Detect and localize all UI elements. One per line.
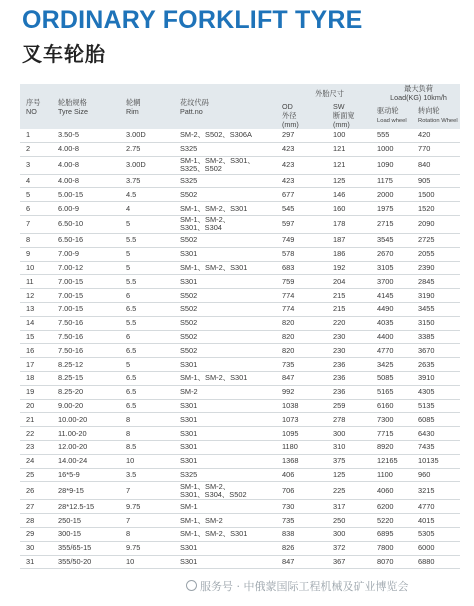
cell-pattern: S325 (180, 174, 282, 188)
cell-od: 683 (282, 261, 333, 275)
cell-no: 15 (20, 330, 58, 344)
cell-od: 992 (282, 385, 333, 399)
cell-rotation-wheel: 3150 (418, 316, 460, 330)
cell-tyre-size: 28*9-15 (58, 482, 126, 500)
header-rotation-wheel: 转向轮 Rotation Wheel (418, 102, 460, 129)
cell-od: 820 (282, 330, 333, 344)
cell-sw: 220 (333, 316, 377, 330)
cell-tyre-size: 7.50-16 (58, 316, 126, 330)
cell-load-wheel: 4060 (377, 482, 418, 500)
table-row (20, 174, 460, 188)
cell-rim: 7 (126, 514, 180, 528)
cell-rim: 6 (126, 330, 180, 344)
cell-od: 820 (282, 316, 333, 330)
cell-pattern: SM-1、SM-2、S301 (180, 527, 282, 541)
cell-rotation-wheel: 4015 (418, 514, 460, 528)
cell-load-wheel: 7800 (377, 541, 418, 555)
cell-rotation-wheel: 1500 (418, 188, 460, 202)
cell-pattern: S301 (180, 541, 282, 555)
cell-sw: 215 (333, 302, 377, 316)
cell-rotation-wheel: 840 (418, 156, 460, 174)
cell-no: 17 (20, 358, 58, 372)
cell-pattern: S502 (180, 330, 282, 344)
cell-od: 730 (282, 500, 333, 514)
cell-pattern: S301 (180, 413, 282, 427)
cell-no: 31 (20, 555, 58, 569)
cell-od: 838 (282, 527, 333, 541)
cell-rotation-wheel: 6880 (418, 555, 460, 569)
table-row (20, 188, 460, 202)
table-row (20, 129, 460, 142)
cell-sw: 236 (333, 371, 377, 385)
cell-rim: 10 (126, 454, 180, 468)
cell-no: 23 (20, 440, 58, 454)
cell-pattern: SM-1、SM-2、S301 (180, 371, 282, 385)
cell-tyre-size: 250-15 (58, 514, 126, 528)
cell-tyre-size: 4.00-8 (58, 174, 126, 188)
header-sw-cn: 断面宽 (mm) (333, 111, 377, 129)
cell-sw: 259 (333, 399, 377, 413)
cell-od: 1038 (282, 399, 333, 413)
cell-pattern: S502 (180, 188, 282, 202)
cell-sw: 278 (333, 413, 377, 427)
cell-tyre-size: 11.00-20 (58, 427, 126, 441)
cell-no: 13 (20, 302, 58, 316)
cell-no: 10 (20, 261, 58, 275)
table-row (20, 555, 460, 569)
cell-pattern: S301 (180, 454, 282, 468)
cell-pattern: S301 (180, 427, 282, 441)
cell-rim: 5 (126, 247, 180, 261)
cell-load-wheel: 1975 (377, 202, 418, 216)
cell-sw: 215 (333, 289, 377, 303)
cell-rim: 5 (126, 215, 180, 233)
cell-no: 11 (20, 275, 58, 289)
table-row (20, 344, 460, 358)
table-row (20, 454, 460, 468)
cell-rim: 5 (126, 358, 180, 372)
cell-rotation-wheel: 2725 (418, 233, 460, 247)
cell-rim: 8 (126, 413, 180, 427)
cell-rim: 3.00D (126, 156, 180, 174)
cell-rotation-wheel: 3385 (418, 330, 460, 344)
cell-pattern: S502 (180, 233, 282, 247)
cell-load-wheel: 6895 (377, 527, 418, 541)
cell-sw: 204 (333, 275, 377, 289)
cell-load-wheel: 12165 (377, 454, 418, 468)
cell-no: 21 (20, 413, 58, 427)
cell-od: 423 (282, 174, 333, 188)
cell-load-wheel: 2715 (377, 215, 418, 233)
cell-od: 774 (282, 302, 333, 316)
cell-tyre-size: 6.00-9 (58, 202, 126, 216)
cell-tyre-size: 4.00-8 (58, 142, 126, 156)
cell-pattern: S502 (180, 316, 282, 330)
cell-no: 19 (20, 385, 58, 399)
cell-tyre-size: 4.00-8 (58, 156, 126, 174)
cell-pattern: SM-1、SM-2、S301、 S325、S502 (180, 156, 282, 174)
cell-od: 423 (282, 142, 333, 156)
cell-tyre-size: 8.25-15 (58, 371, 126, 385)
table-row (20, 358, 460, 372)
table-row (20, 302, 460, 316)
cell-load-wheel: 3545 (377, 233, 418, 247)
cell-pattern: S301 (180, 275, 282, 289)
cell-pattern: SM-2 (180, 385, 282, 399)
cell-rim: 6.5 (126, 344, 180, 358)
cell-no: 4 (20, 174, 58, 188)
cell-load-wheel: 555 (377, 129, 418, 142)
cell-no: 2 (20, 142, 58, 156)
cell-rim: 8.5 (126, 440, 180, 454)
cell-tyre-size: 355/50-20 (58, 555, 126, 569)
cell-sw: 300 (333, 427, 377, 441)
cell-od: 297 (282, 129, 333, 142)
cell-sw: 187 (333, 233, 377, 247)
cell-load-wheel: 2000 (377, 188, 418, 202)
table-row (20, 330, 460, 344)
cell-rotation-wheel: 2055 (418, 247, 460, 261)
cell-tyre-size: 6.50-10 (58, 215, 126, 233)
cell-od: 545 (282, 202, 333, 216)
cell-pattern: S502 (180, 289, 282, 303)
cell-pattern: SM-1、SM-2、S301 (180, 261, 282, 275)
cell-tyre-size: 7.00-12 (58, 261, 126, 275)
cell-no: 24 (20, 454, 58, 468)
cell-no: 12 (20, 289, 58, 303)
cell-rotation-wheel: 3910 (418, 371, 460, 385)
cell-tyre-size: 6.50-16 (58, 233, 126, 247)
cell-rim: 4.5 (126, 188, 180, 202)
cell-od: 597 (282, 215, 333, 233)
cell-rotation-wheel: 6085 (418, 413, 460, 427)
cell-rim: 5.5 (126, 275, 180, 289)
cell-rotation-wheel: 2390 (418, 261, 460, 275)
cell-sw: 192 (333, 261, 377, 275)
cell-tyre-size: 12.00-20 (58, 440, 126, 454)
cell-load-wheel: 6200 (377, 500, 418, 514)
cell-rim: 8 (126, 527, 180, 541)
cell-od: 774 (282, 289, 333, 303)
cell-pattern: S301 (180, 247, 282, 261)
cell-load-wheel: 6160 (377, 399, 418, 413)
cell-rim: 3.75 (126, 174, 180, 188)
cell-load-wheel: 1100 (377, 468, 418, 482)
cell-rotation-wheel: 2635 (418, 358, 460, 372)
cell-load-wheel: 8070 (377, 555, 418, 569)
cell-sw: 230 (333, 344, 377, 358)
table-row (20, 413, 460, 427)
table-row (20, 202, 460, 216)
cell-no: 16 (20, 344, 58, 358)
cell-tyre-size: 3.50-5 (58, 129, 126, 142)
header-load-wheel: 驱动轮 Load wheel (377, 102, 418, 129)
cell-no: 27 (20, 500, 58, 514)
cell-load-wheel: 1000 (377, 142, 418, 156)
cell-od: 759 (282, 275, 333, 289)
table-row (20, 289, 460, 303)
table-row (20, 142, 460, 156)
cell-sw: 236 (333, 358, 377, 372)
cell-load-wheel: 2670 (377, 247, 418, 261)
cell-sw: 236 (333, 385, 377, 399)
cell-tyre-size: 14.00-24 (58, 454, 126, 468)
cell-od: 826 (282, 541, 333, 555)
cell-no: 7 (20, 215, 58, 233)
cell-rotation-wheel: 3670 (418, 344, 460, 358)
cell-pattern: S301 (180, 440, 282, 454)
header-sw-en: SW (333, 102, 377, 111)
cell-pattern: S502 (180, 344, 282, 358)
cell-rim: 2.75 (126, 142, 180, 156)
cell-sw: 125 (333, 174, 377, 188)
cell-sw: 250 (333, 514, 377, 528)
cell-no: 14 (20, 316, 58, 330)
table-row (20, 215, 460, 233)
cell-load-wheel: 4035 (377, 316, 418, 330)
cell-rotation-wheel: 10135 (418, 454, 460, 468)
cell-od: 749 (282, 233, 333, 247)
cell-tyre-size: 355/65-15 (58, 541, 126, 555)
table-row (20, 233, 460, 247)
cell-no: 28 (20, 514, 58, 528)
table-body (20, 129, 460, 569)
cell-sw: 186 (333, 247, 377, 261)
cell-rim: 6.5 (126, 399, 180, 413)
cell-tyre-size: 7.00-15 (58, 302, 126, 316)
table-row (20, 399, 460, 413)
cell-rim: 3.00D (126, 129, 180, 142)
cell-sw: 121 (333, 156, 377, 174)
cell-rotation-wheel: 3190 (418, 289, 460, 303)
table-row (20, 468, 460, 482)
cell-tyre-size: 7.00-9 (58, 247, 126, 261)
cell-rim: 10 (126, 555, 180, 569)
cell-od: 1368 (282, 454, 333, 468)
cell-sw: 125 (333, 468, 377, 482)
cell-rotation-wheel: 2845 (418, 275, 460, 289)
table-row (20, 514, 460, 528)
cell-sw: 310 (333, 440, 377, 454)
cell-load-wheel: 4770 (377, 344, 418, 358)
cell-tyre-size: 10.00-20 (58, 413, 126, 427)
page-title-en: ORDINARY FORKLIFT TYRE (22, 6, 363, 34)
header-load-group: 最大负荷 Load(KG) 10km/h (377, 84, 460, 102)
header-od-cn: 外径 (mm) (282, 111, 333, 129)
cell-rotation-wheel: 1520 (418, 202, 460, 216)
cell-pattern: SM-1、SM-2、S301 (180, 202, 282, 216)
cell-pattern: SM-1、SM-2、 S301、S304 (180, 215, 282, 233)
table-row (20, 440, 460, 454)
cell-rotation-wheel: 7435 (418, 440, 460, 454)
cell-rim: 6.5 (126, 302, 180, 316)
cell-od: 578 (282, 247, 333, 261)
cell-rim: 9.75 (126, 541, 180, 555)
cell-od: 406 (282, 468, 333, 482)
cell-load-wheel: 4490 (377, 302, 418, 316)
cell-load-wheel: 1175 (377, 174, 418, 188)
cell-rotation-wheel: 4770 (418, 500, 460, 514)
cell-pattern: S301 (180, 358, 282, 372)
table-row (20, 275, 460, 289)
cell-tyre-size: 7.50-16 (58, 344, 126, 358)
table-row (20, 371, 460, 385)
cell-no: 18 (20, 371, 58, 385)
cell-od: 423 (282, 156, 333, 174)
tyre-table (20, 84, 460, 569)
table-row (20, 527, 460, 541)
table-row (20, 482, 460, 500)
cell-sw: 372 (333, 541, 377, 555)
cell-od: 706 (282, 482, 333, 500)
table-row (20, 500, 460, 514)
header-od-en: OD (282, 102, 333, 111)
cell-no: 26 (20, 482, 58, 500)
cell-pattern: S325 (180, 468, 282, 482)
cell-no: 30 (20, 541, 58, 555)
cell-rotation-wheel: 4305 (418, 385, 460, 399)
cell-load-wheel: 7300 (377, 413, 418, 427)
cell-sw: 230 (333, 330, 377, 344)
cell-rim: 6.5 (126, 385, 180, 399)
cell-od: 1180 (282, 440, 333, 454)
cell-no: 1 (20, 129, 58, 142)
cell-tyre-size: 8.25-20 (58, 385, 126, 399)
table-row (20, 156, 460, 174)
cell-rim: 6 (126, 289, 180, 303)
cell-rotation-wheel: 3455 (418, 302, 460, 316)
cell-od: 735 (282, 358, 333, 372)
cell-tyre-size: 300-15 (58, 527, 126, 541)
cell-no: 3 (20, 156, 58, 174)
cell-pattern: S502 (180, 302, 282, 316)
table-row (20, 316, 460, 330)
cell-tyre-size: 28*12.5-15 (58, 500, 126, 514)
header-dimension-group: 外胎尺寸 (282, 84, 377, 102)
cell-rim: 5.5 (126, 233, 180, 247)
cell-load-wheel: 5165 (377, 385, 418, 399)
header-no: 序号 NO (20, 84, 58, 129)
cell-rotation-wheel: 2090 (418, 215, 460, 233)
cell-pattern: S301 (180, 399, 282, 413)
cell-rotation-wheel: 5305 (418, 527, 460, 541)
table-row (20, 385, 460, 399)
cell-sw: 146 (333, 188, 377, 202)
cell-load-wheel: 3425 (377, 358, 418, 372)
cell-rotation-wheel: 5135 (418, 399, 460, 413)
cell-no: 22 (20, 427, 58, 441)
cell-load-wheel: 8920 (377, 440, 418, 454)
cell-pattern: SM-1、SM-2、 S301、S304、S502 (180, 482, 282, 500)
cell-rim: 9.75 (126, 500, 180, 514)
cell-no: 8 (20, 233, 58, 247)
watermark-text: 服务号 · 中俄蒙国际工程机械及矿业博览会 (200, 580, 409, 593)
cell-sw: 100 (333, 129, 377, 142)
cell-pattern: S325 (180, 142, 282, 156)
cell-tyre-size: 7.50-16 (58, 330, 126, 344)
table-row (20, 541, 460, 555)
cell-tyre-size: 5.00-15 (58, 188, 126, 202)
cell-rim: 5 (126, 261, 180, 275)
table-row (20, 261, 460, 275)
header-rim: 轮辋 Rim (126, 84, 180, 129)
cell-rotation-wheel: 960 (418, 468, 460, 482)
cell-sw: 375 (333, 454, 377, 468)
cell-od: 820 (282, 344, 333, 358)
cell-od: 735 (282, 514, 333, 528)
cell-tyre-size: 9.00-20 (58, 399, 126, 413)
table-header (20, 84, 460, 129)
cell-rotation-wheel: 3215 (418, 482, 460, 500)
page-title-cn: 叉车轮胎 (22, 42, 106, 66)
watermark (186, 578, 409, 594)
cell-load-wheel: 4145 (377, 289, 418, 303)
cell-sw: 121 (333, 142, 377, 156)
header-size: 轮胎规格 Tyre Size (58, 84, 126, 129)
cell-no: 25 (20, 468, 58, 482)
cell-load-wheel: 5220 (377, 514, 418, 528)
cell-tyre-size: 8.25-12 (58, 358, 126, 372)
cell-tyre-size: 7.00-15 (58, 275, 126, 289)
cell-no: 5 (20, 188, 58, 202)
cell-od: 1095 (282, 427, 333, 441)
cell-no: 9 (20, 247, 58, 261)
cell-od: 847 (282, 555, 333, 569)
cell-od: 847 (282, 371, 333, 385)
cell-rim: 7 (126, 482, 180, 500)
cell-tyre-size: 16*5-9 (58, 468, 126, 482)
cell-rim: 3.5 (126, 468, 180, 482)
table-row (20, 247, 460, 261)
cell-rim: 4 (126, 202, 180, 216)
cell-sw: 160 (333, 202, 377, 216)
cell-rotation-wheel: 6000 (418, 541, 460, 555)
wechat-icon (186, 580, 197, 591)
cell-pattern: SM-1、SM-2 (180, 514, 282, 528)
cell-load-wheel: 4400 (377, 330, 418, 344)
cell-od: 677 (282, 188, 333, 202)
cell-od: 1073 (282, 413, 333, 427)
table-row (20, 427, 460, 441)
cell-sw: 178 (333, 215, 377, 233)
cell-sw: 225 (333, 482, 377, 500)
cell-sw: 367 (333, 555, 377, 569)
cell-no: 20 (20, 399, 58, 413)
cell-load-wheel: 3105 (377, 261, 418, 275)
cell-no: 6 (20, 202, 58, 216)
header-pattern: 花纹代码 Patt.no (180, 84, 282, 129)
cell-rotation-wheel: 6430 (418, 427, 460, 441)
cell-pattern: SM-2、S502、S306A (180, 129, 282, 142)
cell-load-wheel: 7715 (377, 427, 418, 441)
cell-load-wheel: 5085 (377, 371, 418, 385)
cell-no: 29 (20, 527, 58, 541)
cell-pattern: SM-1 (180, 500, 282, 514)
cell-pattern: S301 (180, 555, 282, 569)
cell-sw: 300 (333, 527, 377, 541)
cell-rotation-wheel: 905 (418, 174, 460, 188)
cell-load-wheel: 1090 (377, 156, 418, 174)
cell-sw: 317 (333, 500, 377, 514)
cell-load-wheel: 3700 (377, 275, 418, 289)
cell-rotation-wheel: 420 (418, 129, 460, 142)
cell-rim: 8 (126, 427, 180, 441)
cell-rotation-wheel: 770 (418, 142, 460, 156)
cell-rim: 6.5 (126, 371, 180, 385)
cell-rim: 5.5 (126, 316, 180, 330)
cell-tyre-size: 7.00-15 (58, 289, 126, 303)
